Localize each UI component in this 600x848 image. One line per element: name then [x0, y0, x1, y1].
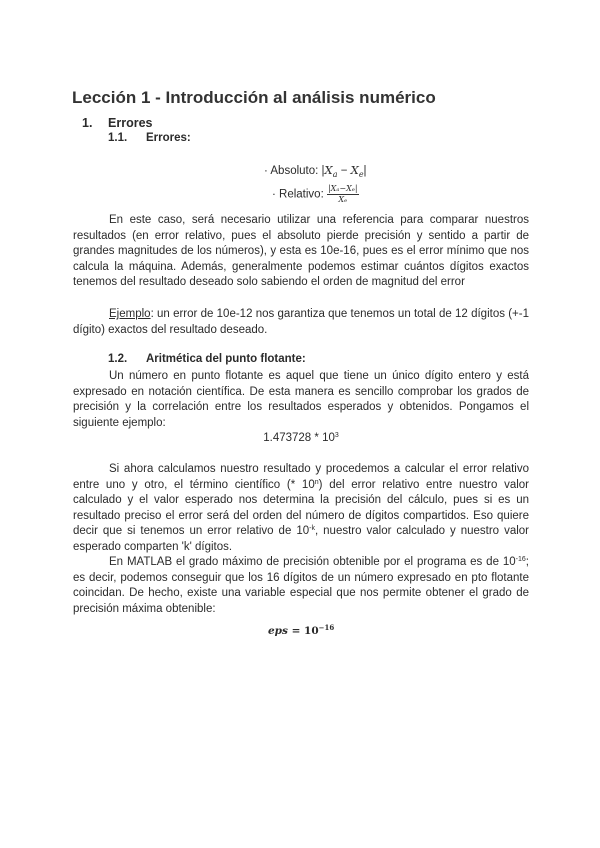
x-symbol: X — [324, 163, 333, 177]
paragraph-example — [73, 307, 529, 338]
abs-bar-close: | — [363, 165, 367, 177]
eps-exponent: −16 — [318, 623, 335, 632]
section-1-heading: Errores — [108, 116, 153, 130]
fraction-denominator: Xₑ — [338, 195, 348, 204]
relative-error-formula — [272, 184, 359, 205]
x-symbol-2: X — [350, 163, 359, 177]
section-1-1-number: 1.1. — [108, 132, 128, 144]
minus-sign: − — [337, 165, 351, 177]
fraction-numerator: |Xₐ−Xₑ| — [327, 184, 358, 193]
p4-sup: -16 — [515, 556, 526, 563]
p4-part-a: En MATLAB el grado máximo de precisión obtenible por el programa es de 10 — [109, 556, 516, 568]
eps-equals: = 10 — [287, 625, 319, 637]
absolute-label: · Absoluto: — [264, 165, 322, 177]
example-text: : un error de 10e-12 nos garantiza que tenemos un total de 12 dígitos (+-1 dígito) exactos del resultado deseado. — [73, 308, 529, 336]
page-title: Lección 1 - Introducción al análisis numérico — [72, 88, 436, 107]
example-number — [73, 432, 529, 444]
sub-a: a — [332, 170, 338, 179]
relative-fraction — [327, 184, 359, 205]
abs-bar-open: | — [321, 165, 325, 177]
paragraph-intro: En este caso, será necesario utilizar una referencia para comparar nuestros resultados (en error relativo, pues el absoluto pierde precisión y sentido a partir de grandes magnitudes de los números), y esta es 10e-16, pues es el error mínimo que nos calcula la máquina. Además, generalmente podemos estimar cuántos dígitos exactos tenemos del resultado deseado solo sabiendo el orden de magnitud del error — [73, 214, 529, 289]
p3-sup-k: -k — [309, 525, 315, 533]
p3-sup-n: n — [314, 478, 319, 486]
example-number-exp: 3 — [334, 432, 339, 439]
eps-formula — [268, 621, 334, 639]
eps-symbol: eps — [268, 625, 288, 637]
p4-part-b: ; es decir, podemos conseguir que los 16 dígitos de un número expresado en pto flotante coincidan. De hecho, existe una variable especial que nos permite obtener el grado de precisión máxima obtenible: — [73, 556, 529, 615]
paragraph-relative-error — [73, 462, 529, 556]
relative-label: · Relativo: — [272, 188, 327, 201]
example-label: Ejemplo — [109, 308, 151, 320]
p3-part-b: ) del error relativo entre nuestro valor calculado y el valor esperado nos determina la precisión del cálculo, pues si es un resultado preciso el error será del orden del número de dígitos compartidos. Eso quiere decir que si tenemos un error relativo de 10 — [73, 478, 530, 538]
section-1-1-heading: Errores: — [146, 132, 191, 144]
section-1-2-heading: Aritmética del punto flotante: — [146, 353, 306, 365]
paragraph-floating-point: Un número en punto flotante es aquel que tiene un único dígito entero y está expresado en notación científica. De esta manera es sencillo comprobar los grados de precisión y la correlación entre los resultados esperados y obtenidos. Pongamos el siguiente ejemplo: — [73, 370, 529, 429]
p3-part-a: Si ahora calculamos nuestro resultado y procedemos a calcular el error relativo entre uno y otro, el término científico (* 10 — [73, 463, 529, 491]
section-1-2-number: 1.2. — [108, 353, 128, 365]
example-number-base: 1.473728 * 10 — [263, 432, 335, 444]
absolute-error-formula — [264, 163, 367, 179]
p3-part-c: , nuestro valor calculado y nuestro valor esperado comparten 'k' dígitos. — [73, 525, 529, 553]
section-1-number: 1. — [82, 116, 93, 130]
paragraph-matlab — [73, 555, 529, 617]
sub-e: e — [358, 170, 364, 179]
